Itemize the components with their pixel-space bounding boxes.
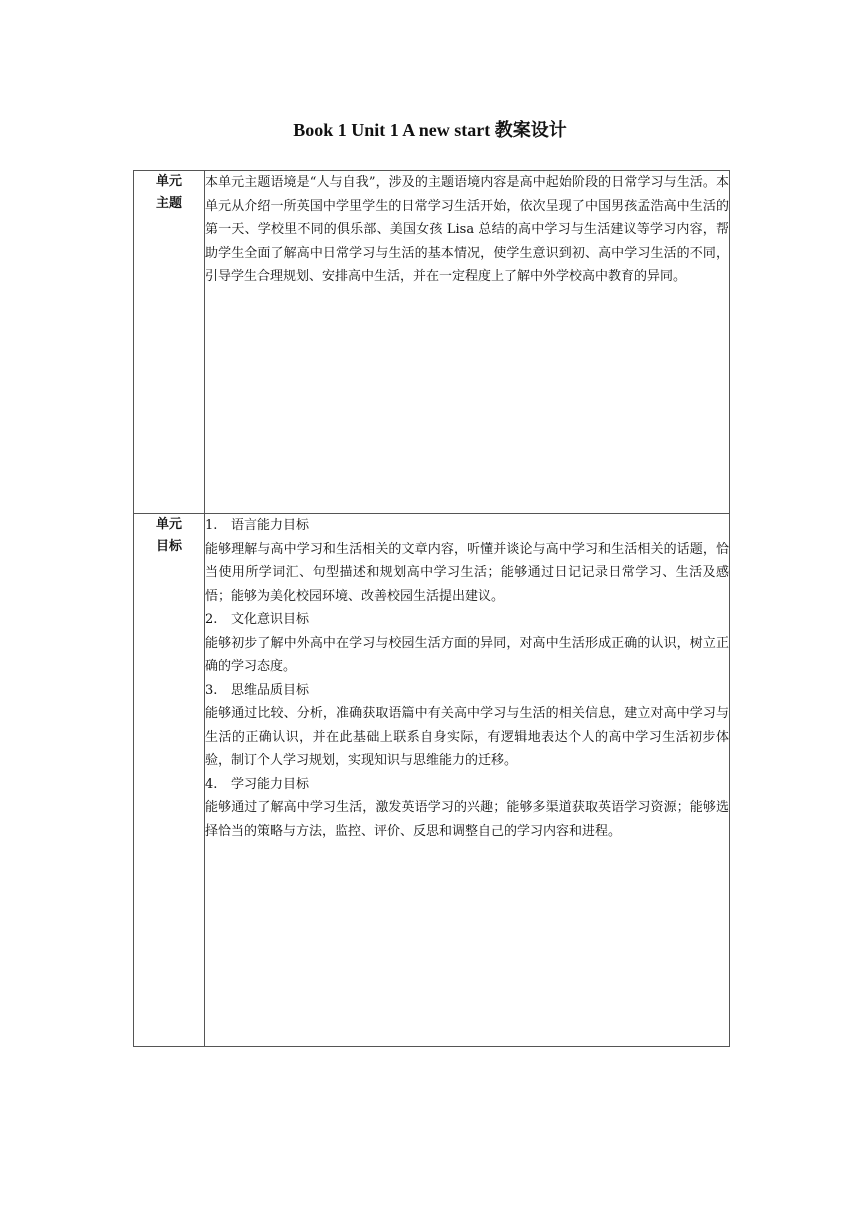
goal-heading-text: 文化意识目标 xyxy=(231,612,310,627)
table-row-unit-goals xyxy=(134,514,730,1047)
table-row-unit-theme xyxy=(134,171,730,514)
goal-number: 1. xyxy=(205,518,218,533)
goal-heading-text: 学习能力目标 xyxy=(231,776,310,792)
label-line: 主题 xyxy=(155,196,182,211)
goal-heading-thinking xyxy=(205,679,729,703)
label-line: 单元 xyxy=(155,174,182,189)
goal-text-learning: 能够通过了解高中学习生活，激发英语学习的兴趣；能够多渠道获取英语学习资源；能够选择恰当的策略与方法，监控、评价、反思和调整自己的学习内容和进程。 xyxy=(205,800,729,839)
document-title: Book 1 Unit 1 A new start 教案设计 xyxy=(293,120,567,140)
label-line: 单元 xyxy=(155,517,182,532)
goal-heading-text: 语言能力目标 xyxy=(231,518,310,533)
goal-heading-learning xyxy=(205,773,729,797)
goal-number: 4. xyxy=(205,776,218,792)
goal-text-thinking: 能够通过比较、分析，准确获取语篇中有关高中学习与生活的相关信息，建立对高中学习与生活的正确认识，并在此基础上联系自身实际，有逻辑地表达个人的高中学习生活初步体验，制订个人学习规划，实现知识与思维能力的迁移。 xyxy=(205,706,729,768)
lesson-plan-table xyxy=(133,170,730,1047)
unit-goals-content xyxy=(205,514,730,1047)
goal-number: 2. xyxy=(205,612,218,627)
goal-heading-text: 思维品质目标 xyxy=(231,682,310,698)
unit-theme-label xyxy=(134,171,205,514)
goal-number: 3. xyxy=(205,682,218,698)
goal-text-culture: 能够初步了解中外高中在学习与校园生活方面的异同，对高中生活形成正确的认识，树立正确的学习态度。 xyxy=(205,635,729,674)
goal-text-language: 能够理解与高中学习和生活相关的文章内容，听懂并谈论与高中学习和生活相关的话题，恰当使用所学词汇、句型描述和规划高中学习生活；能够通过日记记录日常学习、生活及感悟；能够为美化校园环境、改善校园生活提出建议。 xyxy=(205,541,729,604)
unit-theme-content: 本单元主题语境是“人与自我”，涉及的主题语境内容是高中起始阶段的日常学习与生活。本单元从介绍一所英国中学里学生的日常学习生活开始，依次呈现了中国男孩孟浩高中生活的第一天、学校里不同的俱乐部、美国女孩 Lisa 总结的高中学习与生活建议等学习内容，帮助学生全面了解高中日常学习与生活的基本情况，使学生意识到初、高中学习生活的不同，引导学生合理规划、安排高中生活，并在一定程度上了解中外学校高中教育的异同。 xyxy=(205,171,730,514)
goal-heading-culture xyxy=(205,608,729,632)
unit-goals-label xyxy=(134,514,205,1047)
goal-heading-language xyxy=(205,514,729,538)
label-line: 目标 xyxy=(155,539,182,554)
